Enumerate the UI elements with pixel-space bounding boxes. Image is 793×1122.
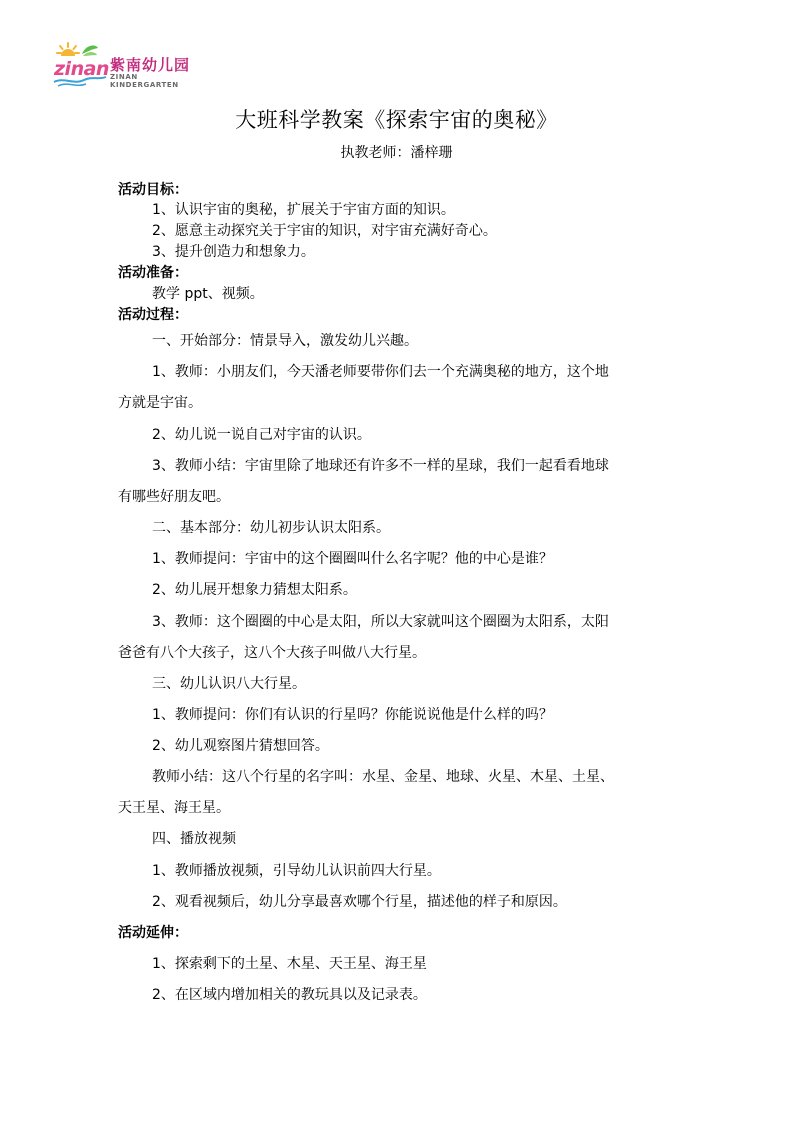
paragraph-line: 1、教师播放视频，引导幼儿认识前四大行星。 [152, 863, 441, 879]
extension-item: 2、在区域内增加相关的教玩具以及记录表。 [152, 987, 427, 1003]
paragraph-line: 1、教师提问：你们有认识的行星吗？你能说说他是什么样的吗？ [152, 707, 553, 723]
section-heading: 一、开始部分：情景导入，激发幼儿兴趣。 [152, 333, 418, 349]
paragraph-line: 2、幼儿观察图片猜想回答。 [152, 738, 329, 754]
paragraph-line: 3、教师小结：宇宙里除了地球还有许多不一样的星球，我们一起看看地球 [152, 458, 609, 474]
process-heading: 活动过程： [118, 307, 188, 323]
kindergarten-logo [52, 40, 202, 88]
logo-wordmark: zinan [54, 58, 109, 80]
page-title: 大班科学教案《探索宇宙的奥秘》 [235, 108, 558, 132]
extension-heading: 活动延伸： [118, 925, 188, 941]
extension-item: 1、探索剩下的土星、木星、天王星、海王星 [152, 956, 427, 972]
logo-english-name: ZINAN KINDERGARTEN [110, 73, 179, 89]
paragraph-line: 3、教师：这个圈圈的中心是太阳，所以大家就叫这个圈圈为太阳系，太阳 [152, 614, 609, 630]
section-heading: 二、基本部分：幼儿初步认识太阳系。 [152, 520, 390, 536]
author-line: 执教老师：潘梓珊 [340, 145, 453, 161]
paragraph-line: 2、幼儿说一说自己对宇宙的认识。 [152, 427, 371, 443]
paragraph-line: 教师小结：这八个行星的名字叫：水星、金星、地球、火星、木星、土星、 [152, 769, 614, 785]
logo-chinese-name: 紫南幼儿园 [110, 56, 191, 74]
paragraph-line: 2、幼儿展开想象力猜想太阳系。 [152, 582, 357, 598]
paragraph-line: 天王星、海王星。 [118, 800, 230, 816]
paragraph-line: 爸爸有八个大孩子，这八个大孩子叫做八大行星。 [118, 645, 426, 661]
paragraph-line: 有哪些好朋友吧。 [118, 489, 230, 505]
prep-heading: 活动准备： [118, 265, 188, 281]
paragraph-line: 2、观看视频后，幼儿分享最喜欢哪个行星，描述他的样子和原因。 [152, 894, 567, 910]
goal-item: 3、提升创造力和想象力。 [152, 244, 315, 260]
section-heading: 四、播放视频 [152, 831, 236, 847]
goal-item: 1、认识宇宙的奥秘，扩展关于宇宙方面的知识。 [152, 202, 455, 218]
section-heading: 三、幼儿认识八大行星。 [152, 676, 306, 692]
paragraph-line: 1、教师提问：宇宙中的这个圈圈叫什么名字呢？他的中心是谁？ [152, 551, 553, 567]
goals-heading: 活动目标： [118, 182, 188, 198]
paragraph-line: 方就是宇宙。 [118, 395, 202, 411]
paragraph-line: 1、教师：小朋友们，今天潘老师要带你们去一个充满奥秘的地方，这个地 [152, 364, 609, 380]
goal-item: 2、愿意主动探究关于宇宙的知识，对宇宙充满好奇心。 [152, 223, 497, 239]
prep-text: 教学 ppt、视频。 [152, 286, 264, 302]
